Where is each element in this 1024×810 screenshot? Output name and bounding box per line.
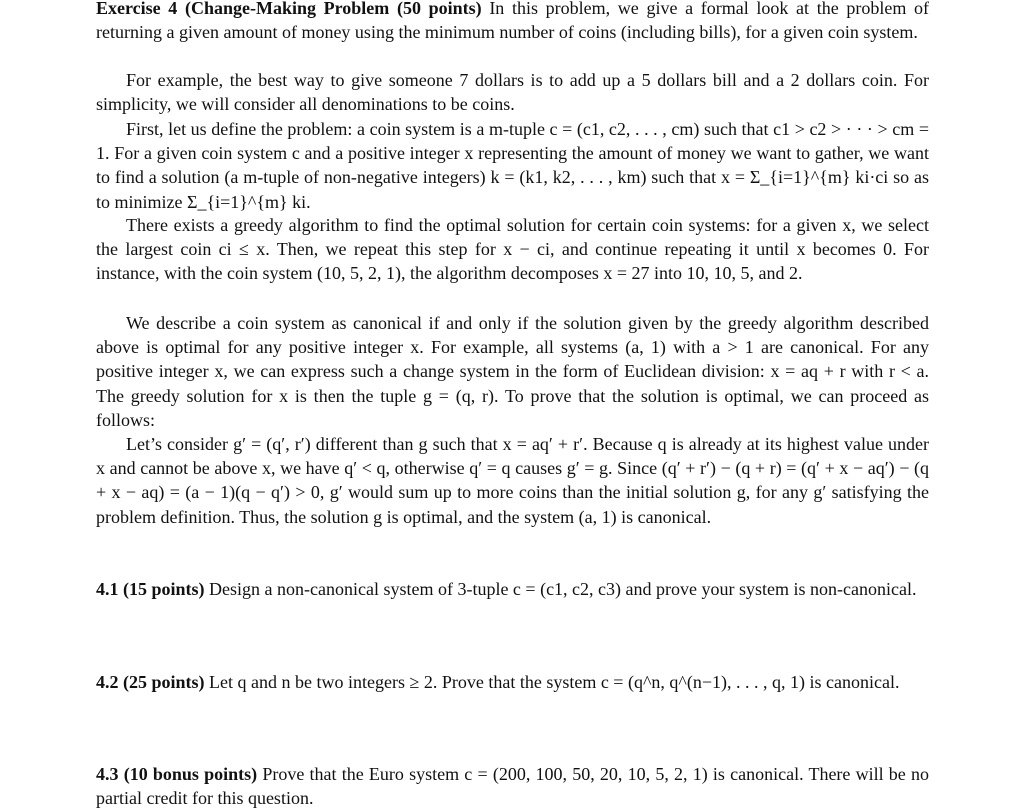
- question-4-1-heading: 4.1 (15 points): [96, 579, 205, 599]
- question-4-3-text: Prove that the Euro system c = (200, 100, 50, 20, 10, 5, 2, 1) is canonical. There will be no partial credit for this question.: [96, 764, 929, 809]
- question-4-2-text: Let q and n be two integers ≥ 2. Prove that the system c = (q^n, q^(n−1), . . . , q, 1) is canonical.: [209, 672, 900, 692]
- question-4-3: [96, 762, 929, 810]
- exercise-intro-paragraph: [96, 0, 929, 44]
- exercise-heading: Exercise 4 (Change-Making Problem (50 points): [96, 0, 482, 18]
- exercise-intro-text: In this problem, we give a formal look at the problem of returning a given amount of money using the minimum number of coins (including bills), for a given coin system.: [96, 0, 929, 43]
- question-4-1: [96, 577, 929, 601]
- example-paragraph: For example, the best way to give someone 7 dollars is to add up a 5 dollars bill and a 2 dollars coin. For simplicity, we will consider all denominations to be coins.: [96, 70, 929, 115]
- question-4-2-heading: 4.2 (25 points): [96, 672, 205, 692]
- question-4-2: [96, 670, 929, 694]
- proof-paragraph: Let’s consider g′ = (q′, r′) different than g such that x = aq′ + r′. Because q is already at its highest value under x and cannot be above x, we have q′ < q, otherwise q′ = q causes g′ = g. Since (q′ + r′) − (q + r) = (q′ + x − aq′) − (q + x − aq) = (a − 1)(q − q′) > 0, g′ would sum up to more coins than the initial solution g, for any g′ satisfying the problem definition. Thus, the solution g is optimal, and the system (a, 1) is canonical.: [96, 434, 929, 527]
- question-4-3-heading: 4.3 (10 bonus points): [96, 764, 258, 784]
- greedy-algorithm-paragraph: There exists a greedy algorithm to find the optimal solution for certain coin systems: for a given x, we select the largest coin ci ≤ x. Then, we repeat this step for x − ci, and continue repeating it until x becomes 0. For instance, with the coin system (10, 5, 2, 1), the algorithm decomposes x = 27 into 10, 10, 5, and 2.: [96, 215, 929, 284]
- definition-paragraph: First, let us define the problem: a coin system is a m-tuple c = (c1, c2, . . . , cm) such that c1 > c2 > · · · > cm = 1. For a given coin system c and a positive integer x representing the amount of money we want to gather, we want to find a solution (a m-tuple of non-negative integers) k = (k1, k2, . . . , km) such that x = Σ_{i=1}^{m} ki·ci so as to minimize Σ_{i=1}^{m} ki.: [96, 119, 929, 212]
- question-4-1-text: Design a non-canonical system of 3-tuple c = (c1, c2, c3) and prove your system is non-canonical.: [209, 579, 917, 599]
- canonical-definition-paragraph: We describe a coin system as canonical if and only if the solution given by the greedy algorithm described above is optimal for any positive integer x. For example, all systems (a, 1) with a > 1 are canonical. For any positive integer x, we can express such a change system in the form of Euclidean division: x = aq + r with r < a. The greedy solution for x is then the tuple g = (q, r). To prove that the solution is optimal, we can proceed as follows:: [96, 313, 929, 430]
